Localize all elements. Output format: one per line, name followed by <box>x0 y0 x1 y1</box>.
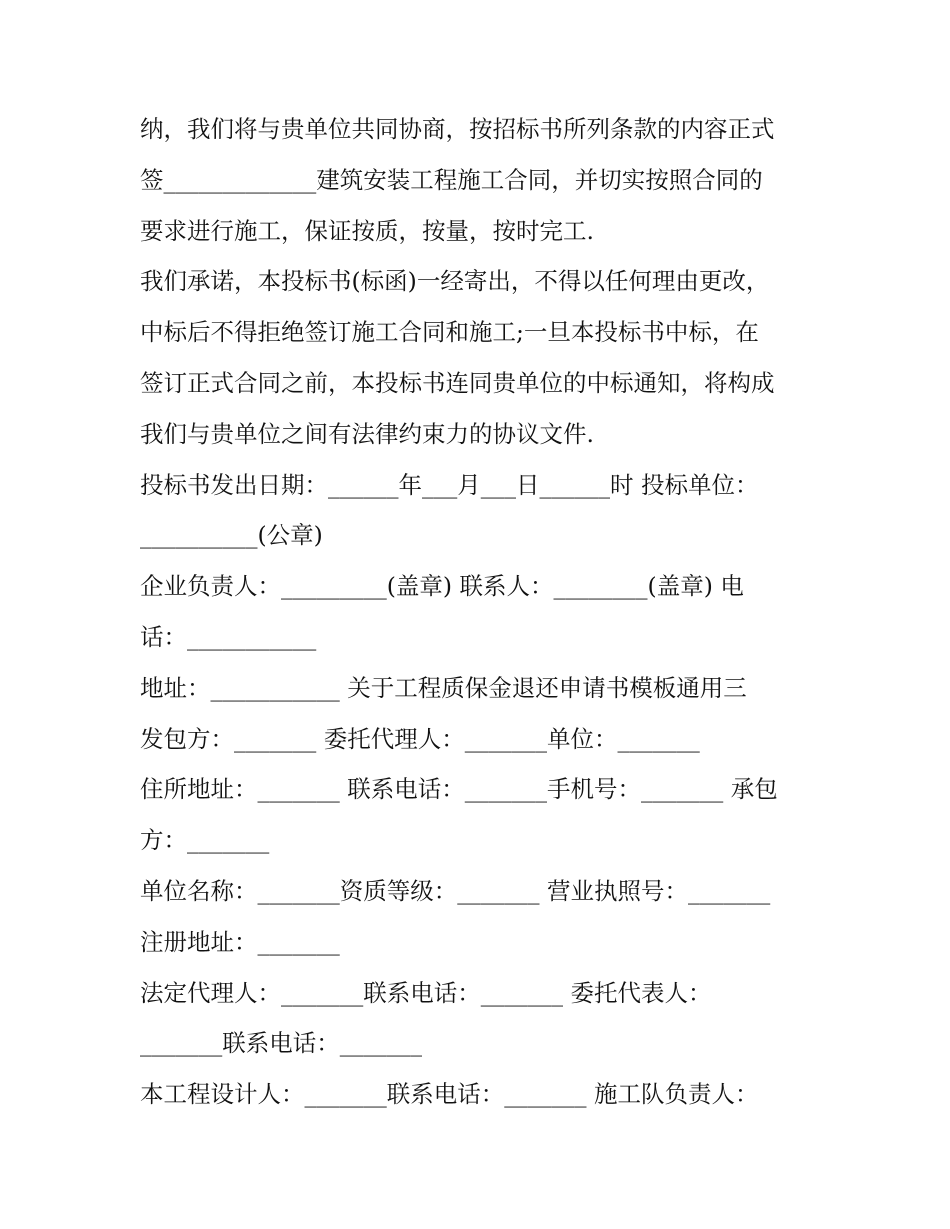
text-line: 话：___________ <box>140 622 317 651</box>
text-line: __________(公章) <box>140 521 323 550</box>
text-line: 住所地址：_______ 联系电话：_______手机号：_______ 承包 <box>140 775 778 804</box>
text-line: 地址：___________ 关于工程质保金退还申请书模板通用三 <box>140 673 747 702</box>
text-line: 纳，我们将与贵单位共同协商，按招标书所列条款的内容正式 <box>140 115 775 143</box>
text-line: 发包方：_______ 委托代理人：_______单位：_______ <box>140 724 700 753</box>
text-line: 方：_______ <box>140 826 270 855</box>
document-body <box>140 104 820 1120</box>
text-line: 企业负责人：_________(盖章) 联系人：________(盖章) 电 <box>140 572 744 601</box>
text-line: 签订正式合同之前，本投标书连同贵单位的中标通知，将构成 <box>140 368 775 397</box>
text-line: 单位名称：_______资质等级：_______ 营业执照号：_______ <box>140 876 771 905</box>
text-line: 我们承诺，本投标书(标函)一经寄出，不得以任何理由更改， <box>140 267 770 296</box>
text-line: 投标书发出日期：______年___月___日______时 投标单位： <box>140 470 759 499</box>
text-line: 我们与贵单位之间有法律约束力的协议文件. <box>140 419 594 448</box>
text-line: 法定代理人：_______联系电话：_______ 委托代表人： <box>140 978 712 1007</box>
text-line: 签_____________建筑安装工程施工合同，并切实按照合同的 <box>140 165 763 194</box>
text-line: 注册地址：_______ <box>140 927 340 956</box>
text-line: 中标后不得拒绝签订施工合同和施工;一旦本投标书中标，在 <box>140 318 759 347</box>
text-line: _______联系电话：_______ <box>140 1029 422 1058</box>
text-line: 要求进行施工，保证按质，按量，按时完工. <box>140 216 594 245</box>
text-line: 本工程设计人：_______联系电话：_______ 施工队负责人： <box>140 1080 759 1109</box>
